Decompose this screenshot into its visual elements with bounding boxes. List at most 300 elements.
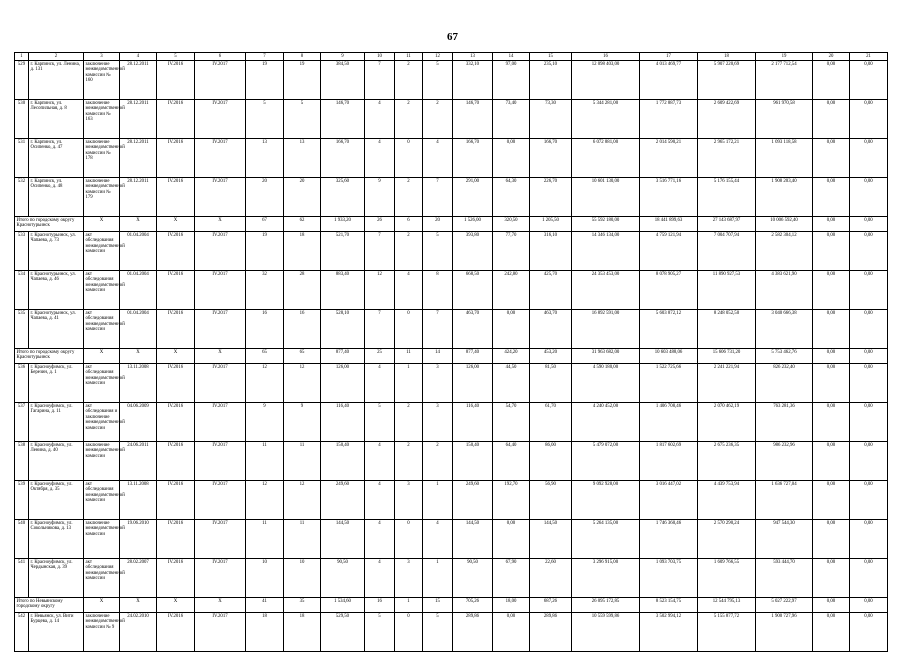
table-row xyxy=(15,403,888,442)
table-cell: 1 636 727,04 xyxy=(756,481,813,520)
table-cell: 536 xyxy=(15,364,29,403)
table-cell: 8 078 905,27 xyxy=(640,271,698,310)
table-cell: IV.2017 xyxy=(195,139,246,178)
table-cell: 593 444,70 xyxy=(756,559,813,598)
table-cell: 0,00 xyxy=(813,349,850,364)
table-cell: 12 xyxy=(246,364,284,403)
table-cell: 533 xyxy=(15,232,29,271)
table-cell: 6 072 881,00 xyxy=(572,139,640,178)
table-cell: 22,60 xyxy=(530,559,572,598)
column-header: 15 xyxy=(530,53,572,61)
table-cell: 7 xyxy=(365,310,395,349)
table-cell: 5 xyxy=(284,100,321,139)
table-cell: IV.2016 xyxy=(157,310,195,349)
table-cell: 3 xyxy=(395,559,423,598)
table-row xyxy=(15,178,888,217)
table-cell: 5 xyxy=(246,100,284,139)
table-cell: 687,26 xyxy=(530,598,572,613)
table-cell: 540 xyxy=(15,520,29,559)
table-cell: 883,40 xyxy=(321,271,365,310)
table-cell: 0,00 xyxy=(850,442,888,481)
document-cell: акт обследования и заключение межведомственной комиссии xyxy=(84,403,120,442)
address-cell: г. Краснотурьинск, ул. Чапаева, д. 41 xyxy=(29,310,84,349)
table-cell: IV.2016 xyxy=(157,100,195,139)
table-cell: 144,50 xyxy=(321,520,365,559)
table-cell: 1 609 766,55 xyxy=(698,559,756,598)
document-cell: заключение межведомственной комиссии № 9 xyxy=(84,613,120,652)
table-cell: 4 xyxy=(365,559,395,598)
table-cell: 54,70 xyxy=(493,403,530,442)
column-header: 11 xyxy=(395,53,423,61)
table-cell: 65 xyxy=(284,349,321,364)
table-cell: IV.2016 xyxy=(157,178,195,217)
table-cell: 0,00 xyxy=(813,100,850,139)
address-cell: г. Краснотурьинск, ул. Чапаева, д. 46 xyxy=(29,271,84,310)
table-cell: 249,60 xyxy=(321,481,365,520)
table-cell: 5 xyxy=(423,232,453,271)
table-cell: 35 xyxy=(284,598,321,613)
document-cell: заключение межведомственной комиссии № 163 xyxy=(84,100,120,139)
table-cell: IV.2017 xyxy=(195,520,246,559)
table-cell: 0,00 xyxy=(850,271,888,310)
table-cell: 19 xyxy=(246,232,284,271)
table-header-row xyxy=(15,53,888,61)
table-cell: 2 582 304,12 xyxy=(756,232,813,271)
table-cell: 537 xyxy=(15,403,29,442)
table-cell: 192,70 xyxy=(493,481,530,520)
total-label: Итого по городскому округу Краснотурьинск xyxy=(15,349,84,364)
total-row xyxy=(15,598,888,613)
table-cell: 1 817 602,69 xyxy=(640,442,698,481)
table-cell: 9 xyxy=(365,178,395,217)
table-cell: 10 603 488,06 xyxy=(640,349,698,364)
table-cell: IV.2017 xyxy=(195,481,246,520)
table-cell: 3 016 447,02 xyxy=(640,481,698,520)
table-cell: 10 601 130,00 xyxy=(572,178,640,217)
table-cell: IV.2017 xyxy=(195,271,246,310)
table-cell: 4 013 469,77 xyxy=(640,61,698,100)
table-cell: 116,40 xyxy=(321,403,365,442)
table-cell: IV.2016 xyxy=(157,613,195,652)
table-cell: 64,30 xyxy=(493,178,530,217)
table-cell: 5 479 072,00 xyxy=(572,442,640,481)
table-cell: 5 xyxy=(365,613,395,652)
table-row xyxy=(15,271,888,310)
table-cell: 0,00 xyxy=(850,403,888,442)
table-cell: 5 753 462,76 xyxy=(756,349,813,364)
table-cell: 01.04.2004 xyxy=(120,232,157,271)
table-cell: 126,00 xyxy=(321,364,365,403)
table-cell: 0,00 xyxy=(813,598,850,613)
table-cell: 28.12.2011 xyxy=(120,178,157,217)
table-cell: 528,10 xyxy=(321,310,365,349)
table-cell: 7 xyxy=(365,232,395,271)
table-cell: 5 027 222,97 xyxy=(756,598,813,613)
table-cell: 3 296 915,00 xyxy=(572,559,640,598)
table-cell: 947 544,30 xyxy=(756,520,813,559)
table-cell: 20 xyxy=(246,178,284,217)
table-cell: 249,60 xyxy=(453,481,493,520)
table-cell: IV.2017 xyxy=(195,364,246,403)
table-cell: 10 xyxy=(246,559,284,598)
table-cell: IV.2017 xyxy=(195,310,246,349)
table-cell: 8 xyxy=(423,271,453,310)
table-cell: 986 232,96 xyxy=(756,442,813,481)
column-header: 3 xyxy=(84,53,120,61)
table-cell: 16 xyxy=(365,598,395,613)
table-row xyxy=(15,520,888,559)
table-cell: 0,00 xyxy=(850,613,888,652)
table-cell: 5 264 135,00 xyxy=(572,520,640,559)
table-cell: 9 xyxy=(246,403,284,442)
table-cell: 77,70 xyxy=(493,232,530,271)
table-cell: X xyxy=(195,217,246,232)
table-cell: 0,00 xyxy=(493,613,530,652)
address-cell: г. Красноуфимск, ул. Октября, д. 35 xyxy=(29,481,84,520)
table-cell: 11 890 927,53 xyxy=(698,271,756,310)
housing-program-table-container xyxy=(14,52,887,630)
column-header: 5 xyxy=(157,53,195,61)
table-cell: 0,00 xyxy=(850,349,888,364)
table-cell: IV.2016 xyxy=(157,232,195,271)
address-cell: г. Карпинск, ул. Ленина, д. 131 xyxy=(29,61,84,100)
table-cell: 26 095 172,85 xyxy=(572,598,640,613)
table-row xyxy=(15,100,888,139)
table-cell: 41 xyxy=(246,598,284,613)
table-cell: 425,70 xyxy=(530,271,572,310)
column-header: 13 xyxy=(453,53,493,61)
document-cell: заключение межведомственной комиссии № 160 xyxy=(84,61,120,100)
table-cell: 0,00 xyxy=(850,310,888,349)
table-cell: 20 xyxy=(284,178,321,217)
table-cell: 4 xyxy=(395,271,423,310)
table-cell: 2 241 221,94 xyxy=(698,364,756,403)
table-cell: 16 892 591,00 xyxy=(572,310,640,349)
table-cell: 1 900 727,96 xyxy=(756,613,813,652)
table-cell: 13.11.2008 xyxy=(120,364,157,403)
table-cell: 0,00 xyxy=(813,217,850,232)
table-cell: 4 590 180,00 xyxy=(572,364,640,403)
table-cell: IV.2016 xyxy=(157,271,195,310)
table-cell: 25 xyxy=(365,349,395,364)
table-cell: 0,00 xyxy=(850,139,888,178)
table-cell: 877,40 xyxy=(321,349,365,364)
table-cell: 5 xyxy=(423,613,453,652)
table-cell: 2 675 236,35 xyxy=(698,442,756,481)
table-cell: 0 xyxy=(395,139,423,178)
table-cell: 0 xyxy=(395,520,423,559)
table-cell: 90,50 xyxy=(453,559,493,598)
table-cell: 18 xyxy=(246,613,284,652)
table-cell: 534 xyxy=(15,271,29,310)
table-cell: X xyxy=(120,349,157,364)
document-cell: заключение межведомственной комиссии № 179 xyxy=(84,178,120,217)
table-cell: IV.2016 xyxy=(157,403,195,442)
table-cell: 4 xyxy=(423,520,453,559)
table-cell: 97,00 xyxy=(493,61,530,100)
table-cell: 5 907 220,69 xyxy=(698,61,756,100)
table-cell: 11 xyxy=(246,442,284,481)
table-cell: 12 xyxy=(246,481,284,520)
table-row xyxy=(15,442,888,481)
table-cell: 28.02.2007 xyxy=(120,559,157,598)
table-cell: 291,00 xyxy=(453,178,493,217)
table-cell: 320,50 xyxy=(493,217,530,232)
table-cell: 0,00 xyxy=(493,520,530,559)
table-cell: 61,70 xyxy=(530,403,572,442)
table-cell: 12 xyxy=(284,481,321,520)
table-cell: IV.2016 xyxy=(157,364,195,403)
table-cell: 32 xyxy=(246,271,284,310)
table-cell: 2 xyxy=(395,232,423,271)
table-cell: 28.12.2011 xyxy=(120,139,157,178)
table-cell: 0,00 xyxy=(850,364,888,403)
document-cell: акт обследования межведомственной комиссии xyxy=(84,271,120,310)
table-cell: 0,00 xyxy=(813,139,850,178)
table-cell: 826 232,40 xyxy=(756,364,813,403)
table-cell: IV.2017 xyxy=(195,100,246,139)
table-cell: 1 xyxy=(395,364,423,403)
document-cell: заключение межведомственной комиссии xyxy=(84,520,120,559)
table-cell: 2 609 422,69 xyxy=(698,100,756,139)
table-cell: 424,20 xyxy=(493,349,530,364)
column-header: 19 xyxy=(756,53,813,61)
table-cell: 4 383 621,90 xyxy=(756,271,813,310)
table-cell: 0,00 xyxy=(850,217,888,232)
table-cell: 541 xyxy=(15,559,29,598)
table-cell: 12 xyxy=(365,271,395,310)
column-header: 14 xyxy=(493,53,530,61)
table-cell: 0,00 xyxy=(850,520,888,559)
table-cell: 325,60 xyxy=(321,178,365,217)
table-cell: 27 143 687,97 xyxy=(698,217,756,232)
column-header: 6 xyxy=(195,53,246,61)
table-cell: 18,00 xyxy=(493,598,530,613)
table-cell: 0,00 xyxy=(813,613,850,652)
table-cell: 4 xyxy=(365,100,395,139)
document-cell: заключение межведомственной комиссии xyxy=(84,442,120,481)
table-cell: 2 xyxy=(395,442,423,481)
table-cell: 7 004 707,94 xyxy=(698,232,756,271)
table-cell: 0 xyxy=(395,310,423,349)
table-row xyxy=(15,364,888,403)
table-cell: 10 006 592,40 xyxy=(756,217,813,232)
table-cell: 2 965 172,21 xyxy=(698,139,756,178)
table-cell: 5 xyxy=(365,403,395,442)
column-header: 4 xyxy=(120,53,157,61)
table-cell: 4 439 753,94 xyxy=(698,481,756,520)
table-cell: 1 093 703,75 xyxy=(640,559,698,598)
table-cell: 116,40 xyxy=(453,403,493,442)
address-cell: г. Красноуфимск, ул. Чердынская, д. 39 xyxy=(29,559,84,598)
table-cell: 2 070 462,19 xyxy=(698,403,756,442)
table-cell: 13.11.2008 xyxy=(120,481,157,520)
column-header: 1 xyxy=(15,53,29,61)
document-cell: акт обследования межведомственной комиссии xyxy=(84,481,120,520)
table-cell: 146,70 xyxy=(453,100,493,139)
table-cell: 31 963 682,00 xyxy=(572,349,640,364)
address-cell: г. Карпинск, ул. Осипенко, д. 48 xyxy=(29,178,84,217)
table-cell: 62 xyxy=(284,217,321,232)
table-cell: 531 xyxy=(15,139,29,178)
document-cell: акт обследования межведомственной комиссии xyxy=(84,364,120,403)
table-cell: 0,00 xyxy=(813,481,850,520)
table-cell: 463,70 xyxy=(530,310,572,349)
table-cell: 2 570 290,24 xyxy=(698,520,756,559)
table-cell: X xyxy=(195,349,246,364)
table-cell: 11 xyxy=(395,349,423,364)
column-header: 2 xyxy=(29,53,84,61)
document-cell: акт обследования межведомственной комиссии xyxy=(84,559,120,598)
table-cell: 65 xyxy=(246,349,284,364)
table-cell: 55 592 180,00 xyxy=(572,217,640,232)
table-cell: 4 xyxy=(423,139,453,178)
table-row xyxy=(15,559,888,598)
column-header: 17 xyxy=(640,53,698,61)
table-cell: 86,00 xyxy=(530,442,572,481)
table-row xyxy=(15,139,888,178)
table-cell: 0,00 xyxy=(813,310,850,349)
table-cell: 01.04.2004 xyxy=(120,271,157,310)
table-cell: 0,00 xyxy=(813,232,850,271)
table-cell: 2 xyxy=(423,442,453,481)
table-cell: 73,40 xyxy=(493,100,530,139)
table-cell: IV.2016 xyxy=(157,61,195,100)
table-cell: 144,50 xyxy=(453,520,493,559)
table-cell: 1 534,60 xyxy=(321,598,365,613)
table-cell: 0,00 xyxy=(813,559,850,598)
table-cell: 4 xyxy=(365,442,395,481)
column-header: 10 xyxy=(365,53,395,61)
table-cell: 0,00 xyxy=(813,520,850,559)
column-header: 9 xyxy=(321,53,365,61)
table-cell: 126,00 xyxy=(453,364,493,403)
address-cell: г. Красноуфимск, ул. Сокольникова, д. 13 xyxy=(29,520,84,559)
table-cell: 535 xyxy=(15,310,29,349)
table-cell: IV.2016 xyxy=(157,559,195,598)
table-cell: 8 523 154,75 xyxy=(640,598,698,613)
table-cell: IV.2017 xyxy=(195,403,246,442)
table-cell: 11 xyxy=(284,520,321,559)
table-cell: 332,10 xyxy=(453,61,493,100)
table-cell: IV.2017 xyxy=(195,178,246,217)
table-cell: 18 441 899,63 xyxy=(640,217,698,232)
table-cell: 289,86 xyxy=(530,613,572,652)
table-cell: X xyxy=(157,217,195,232)
table-cell: 24 353 453,00 xyxy=(572,271,640,310)
table-cell: 1 526,00 xyxy=(453,217,493,232)
table-cell: 1 933,20 xyxy=(321,217,365,232)
table-cell: IV.2016 xyxy=(157,481,195,520)
table-row xyxy=(15,232,888,271)
table-cell: 0,00 xyxy=(813,403,850,442)
table-cell: 2 xyxy=(395,178,423,217)
table-cell: 04.06.2009 xyxy=(120,403,157,442)
table-cell: 12 544 795,13 xyxy=(698,598,756,613)
table-cell: 2 177 712,54 xyxy=(756,61,813,100)
column-header: 18 xyxy=(698,53,756,61)
table-cell: 26 xyxy=(365,217,395,232)
table-cell: 12 xyxy=(284,364,321,403)
table-cell: X xyxy=(157,598,195,613)
housing-program-table xyxy=(14,52,888,652)
table-cell: 463,70 xyxy=(453,310,493,349)
table-cell: 8 248 052,50 xyxy=(698,310,756,349)
table-cell: X xyxy=(84,217,120,232)
table-cell: 16 xyxy=(246,310,284,349)
table-cell: 4 xyxy=(365,139,395,178)
table-cell: 705,26 xyxy=(453,598,493,613)
table-cell: 3 502 994,12 xyxy=(640,613,698,652)
table-cell: 15 xyxy=(423,598,453,613)
column-header: 8 xyxy=(284,53,321,61)
table-cell: 393,80 xyxy=(453,232,493,271)
table-cell: 0,00 xyxy=(850,598,888,613)
address-cell: г. Карпинск, ул. Лесопильная, д. 8 xyxy=(29,100,84,139)
table-cell: 19 xyxy=(246,61,284,100)
table-cell: 01.04.2004 xyxy=(120,310,157,349)
column-header: 7 xyxy=(246,53,284,61)
table-cell: 5 xyxy=(423,61,453,100)
document-cell: заключение межведомственной комиссии № 178 xyxy=(84,139,120,178)
address-cell: г. Красноуфимск, ул. Ленина, д. 40 xyxy=(29,442,84,481)
table-cell: 0,00 xyxy=(850,100,888,139)
table-cell: 0,00 xyxy=(850,178,888,217)
table-cell: IV.2016 xyxy=(157,520,195,559)
page-number: 67 xyxy=(447,31,458,43)
column-header: 12 xyxy=(423,53,453,61)
document-cell: акт обследования межведомственной комиссии xyxy=(84,232,120,271)
table-cell: 529 xyxy=(15,61,29,100)
table-cell: 18 xyxy=(284,232,321,271)
table-cell: 13 xyxy=(246,139,284,178)
table-cell: 14 xyxy=(423,349,453,364)
table-cell: 144,50 xyxy=(530,520,572,559)
table-cell: 146,70 xyxy=(321,100,365,139)
table-cell: 14 346 134,00 xyxy=(572,232,640,271)
table-cell: IV.2016 xyxy=(157,139,195,178)
table-cell: 529,50 xyxy=(321,613,365,652)
table-cell: 11 xyxy=(246,520,284,559)
table-cell: 1 772 887,73 xyxy=(640,100,698,139)
address-cell: г. Красноуфимск, ул. Березин, д. 1 xyxy=(29,364,84,403)
table-cell: 3 516 771,16 xyxy=(640,178,698,217)
table-cell: 0,00 xyxy=(850,559,888,598)
document-cell: акт обследования межведомственной комиссии xyxy=(84,310,120,349)
table-cell: 289,86 xyxy=(453,613,493,652)
table-cell: 73,30 xyxy=(530,100,572,139)
table-row xyxy=(15,481,888,520)
table-cell: 7 xyxy=(423,178,453,217)
table-cell: 3 xyxy=(423,364,453,403)
table-cell: X xyxy=(120,598,157,613)
table-cell: 5 155 877,72 xyxy=(698,613,756,652)
table-cell: 453,20 xyxy=(530,349,572,364)
table-cell: X xyxy=(195,598,246,613)
total-label: Итого по городскому округу Краснотурьинск xyxy=(15,217,84,232)
address-cell: г. Карпинск, ул. Осипенко, д. 47 xyxy=(29,139,84,178)
table-cell: 5 176 155,44 xyxy=(698,178,756,217)
table-cell: 166,70 xyxy=(530,139,572,178)
column-header: 20 xyxy=(813,53,850,61)
table-cell: 539 xyxy=(15,481,29,520)
table-cell: X xyxy=(120,217,157,232)
table-cell: 4 xyxy=(365,520,395,559)
table-cell: IV.2016 xyxy=(157,442,195,481)
table-cell: 44,50 xyxy=(493,364,530,403)
table-cell: 2 xyxy=(395,61,423,100)
table-cell: 6 xyxy=(395,217,423,232)
